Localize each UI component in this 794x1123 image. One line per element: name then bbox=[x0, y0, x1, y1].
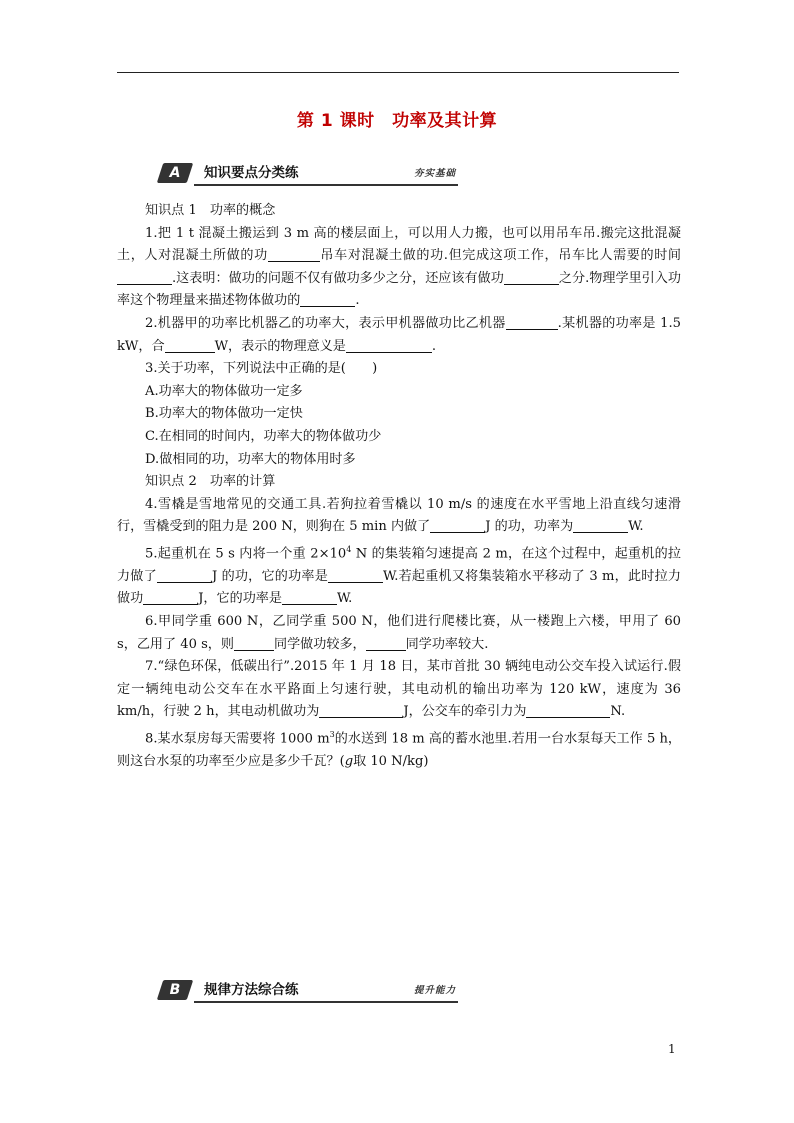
answer-blank[interactable] bbox=[282, 589, 337, 605]
question-6: 6.甲同学重 600 N，乙同学重 500 N，他们进行爬楼比赛，从一楼跑上六楼，甲用了 60 s，乙用了 40 s，则 同学做功较多， 同学功率较大. bbox=[117, 614, 681, 652]
answer-blank[interactable] bbox=[157, 567, 212, 583]
answer-blank[interactable] bbox=[504, 269, 559, 285]
option-c: C.在相同的时间内，功率大的物体做功少 bbox=[145, 428, 382, 444]
answer-blank[interactable] bbox=[328, 567, 383, 583]
page-title: 第 1 课时 功率及其计算 bbox=[296, 111, 498, 131]
question-3-stem: 3.关于功率，下列说法中正确的是( ) bbox=[145, 361, 378, 377]
section-a-badge: A bbox=[157, 163, 193, 183]
answer-blank[interactable] bbox=[346, 337, 432, 353]
option-d: D.做相同的功，功率大的物体用时多 bbox=[145, 451, 356, 467]
answer-blank[interactable] bbox=[234, 635, 274, 651]
answer-blank[interactable] bbox=[506, 314, 558, 330]
header-rule bbox=[117, 72, 679, 73]
section-b-banner bbox=[160, 977, 470, 1005]
section-b-subtitle: 提升能力 bbox=[414, 985, 457, 996]
section-b-badge: B bbox=[157, 980, 193, 1000]
answer-blank[interactable] bbox=[526, 702, 610, 718]
question-content bbox=[117, 200, 681, 774]
option-a: A.功率大的物体做功一定多 bbox=[145, 383, 303, 399]
knowledge-point-2: 知识点 2 功率的计算 bbox=[145, 474, 276, 490]
section-a-title: 知识要点分类练 bbox=[204, 165, 299, 181]
question-2: 2.机器甲的功率比机器乙的功率大，表示甲机器做功比乙机器 .某机器的功率是 1.5 kW，合 W，表示的物理意义是 . bbox=[117, 315, 681, 354]
answer-blank[interactable] bbox=[319, 702, 403, 718]
question-4: 4.雪橇是雪地常见的交通工具.若狗拉着雪橇以 10 m/s 的速度在水平雪地上沿直线匀速滑行，雪橇受到的阻力是 200 N，则狗在 5 min 内做了 J 的功，功率为 W. bbox=[117, 496, 681, 535]
answer-blank[interactable] bbox=[143, 589, 198, 605]
page-number: 1 bbox=[668, 1042, 676, 1056]
answer-blank[interactable] bbox=[300, 291, 355, 307]
answer-blank[interactable] bbox=[573, 517, 628, 533]
section-b-underline bbox=[194, 1001, 458, 1003]
question-7: 7.“绿色环保，低碳出行”.2015 年 1 月 18 日，某市首批 30 辆纯电动公交车投入试运行.假定一辆纯电动公交车在水平路面上匀速行驶，其电动机的输出功率为 120 kW，速度为 36 km/h，行驶 2 h，其电动机做功为 J，公交车的牵引力为 N. bbox=[117, 659, 681, 720]
answer-blank[interactable] bbox=[430, 517, 485, 533]
section-a-banner bbox=[160, 160, 470, 188]
question-5: 5.起重机在 5 s 内将一个重 $2\times 10^4$ N 的集装箱匀速提高 2 m，在这个过程中，起重机的拉力做了 J 的功，它的功率是 W.若起重机又将集装箱水平移动了 3 m，此时拉力做功 J，它的功率是 W. bbox=[117, 544, 681, 607]
option-b: B.功率大的物体做功一定快 bbox=[145, 406, 303, 422]
question-8: 8.某水泵房每天需要将 1000 $m^3$的水送到 18 m 高的蓄水池里.若用一台水泵每天工作 5 h，则这台水泵的功率至少应是多少千瓦？(g取 10 N/kg) bbox=[117, 730, 681, 769]
section-a-underline bbox=[194, 184, 458, 186]
section-b-title: 规律方法综合练 bbox=[204, 982, 299, 998]
knowledge-point-1: 知识点 1 功率的概念 bbox=[145, 203, 276, 218]
question-1: 1.把 1 t 混凝土搬运到 3 m 高的楼层面上，可以用人力搬，也可以用吊车吊.搬完这批混凝土，人对混凝土所做的功 吊车对混凝土做的功.但完成这项工作，吊车比人需要的时间.这表明：做功的问题不仅有做功多少之分，还应该有做功 之分.物理学里引入功率这个物理量来描述物体做功的 . bbox=[117, 225, 681, 309]
answer-blank[interactable] bbox=[366, 635, 406, 651]
answer-blank[interactable] bbox=[117, 269, 172, 285]
answer-blank[interactable] bbox=[165, 337, 215, 353]
answer-blank[interactable] bbox=[268, 246, 320, 262]
section-a-subtitle: 夯实基础 bbox=[414, 168, 457, 179]
